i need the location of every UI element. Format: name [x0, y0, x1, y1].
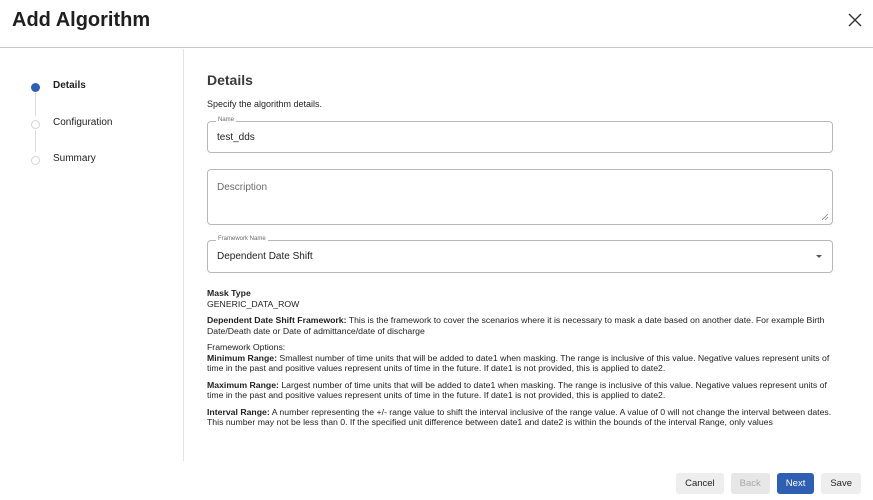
- dialog-footer: [676, 473, 861, 494]
- step-configuration[interactable]: [31, 114, 113, 134]
- next-button[interactable]: Next: [777, 473, 815, 494]
- step-details[interactable]: [31, 77, 86, 97]
- step-indicator-icon: [31, 83, 40, 92]
- dropdown-arrow-icon: [816, 255, 822, 258]
- stepper: [0, 49, 184, 461]
- mask-type-value: GENERIC_DATA_ROW: [207, 298, 300, 309]
- step-label: Details: [53, 80, 86, 91]
- close-icon[interactable]: [848, 13, 862, 27]
- name-field-value: test_dds: [217, 132, 255, 143]
- step-label: Configuration: [53, 117, 113, 128]
- cancel-button[interactable]: Cancel: [676, 473, 724, 494]
- max-range-text: Largest number of time units that will be added to date1 when masking. The range is inclusive of this value. Negative values represent units of time in the past and positive values represent units of time in the future. If date1 is not provided, this is applied to date2.: [207, 379, 827, 400]
- details-panel: [207, 49, 833, 442]
- min-range-text: Smallest number of time units that will be added to date1 when masking. The range is inclusive of this value. Negative values represent units of time in the past and positive values represent units of time in the future. If date1 is not provided, this is applied to date2.: [207, 352, 830, 373]
- step-label: Summary: [53, 153, 96, 164]
- framework-desc-text: This is the framework to cover the scenarios where it is necessary to mask a date based on another date. For example Birth Date/Death date or Date of admittance/date of discharge: [207, 315, 825, 336]
- description-field[interactable]: [207, 169, 833, 225]
- framework-desc-label: Dependent Date Shift Framework:: [207, 315, 347, 325]
- save-button[interactable]: Save: [821, 473, 861, 494]
- step-indicator-icon: [31, 120, 40, 129]
- name-field-label: Name: [218, 117, 235, 123]
- name-field[interactable]: [207, 117, 833, 153]
- framework-select-label: Framework Name: [218, 236, 266, 242]
- max-range-label: Maximum Range:: [207, 379, 279, 390]
- min-range-label: Minimum Range:: [207, 352, 277, 363]
- interval-range-label: Interval Range:: [207, 406, 270, 417]
- framework-select-value: Dependent Date Shift: [217, 251, 313, 262]
- interval-range-text: A number representing the +/- range value to shift the interval inclusive of the range value. A value of 0 will not change the interval between dates. This number may not be less than 0. If the specified unit difference between date1 and date2 is within the bounds of the interval Range, only values: [207, 406, 832, 427]
- dialog-header: [0, 0, 873, 48]
- step-summary[interactable]: [31, 150, 96, 170]
- options-title: Framework Options:: [207, 342, 286, 352]
- step-indicator-icon: [31, 156, 40, 165]
- mask-type-label: Mask Type: [207, 288, 251, 298]
- section-heading: Details: [207, 72, 253, 88]
- back-button[interactable]: Back: [731, 473, 770, 494]
- framework-info: [207, 288, 833, 434]
- dialog-title: Add Algorithm: [12, 9, 151, 31]
- resize-handle-icon[interactable]: [822, 214, 828, 220]
- description-placeholder: Description: [217, 182, 268, 193]
- framework-select[interactable]: [207, 236, 833, 273]
- section-subtitle: Specify the algorithm details.: [207, 99, 323, 109]
